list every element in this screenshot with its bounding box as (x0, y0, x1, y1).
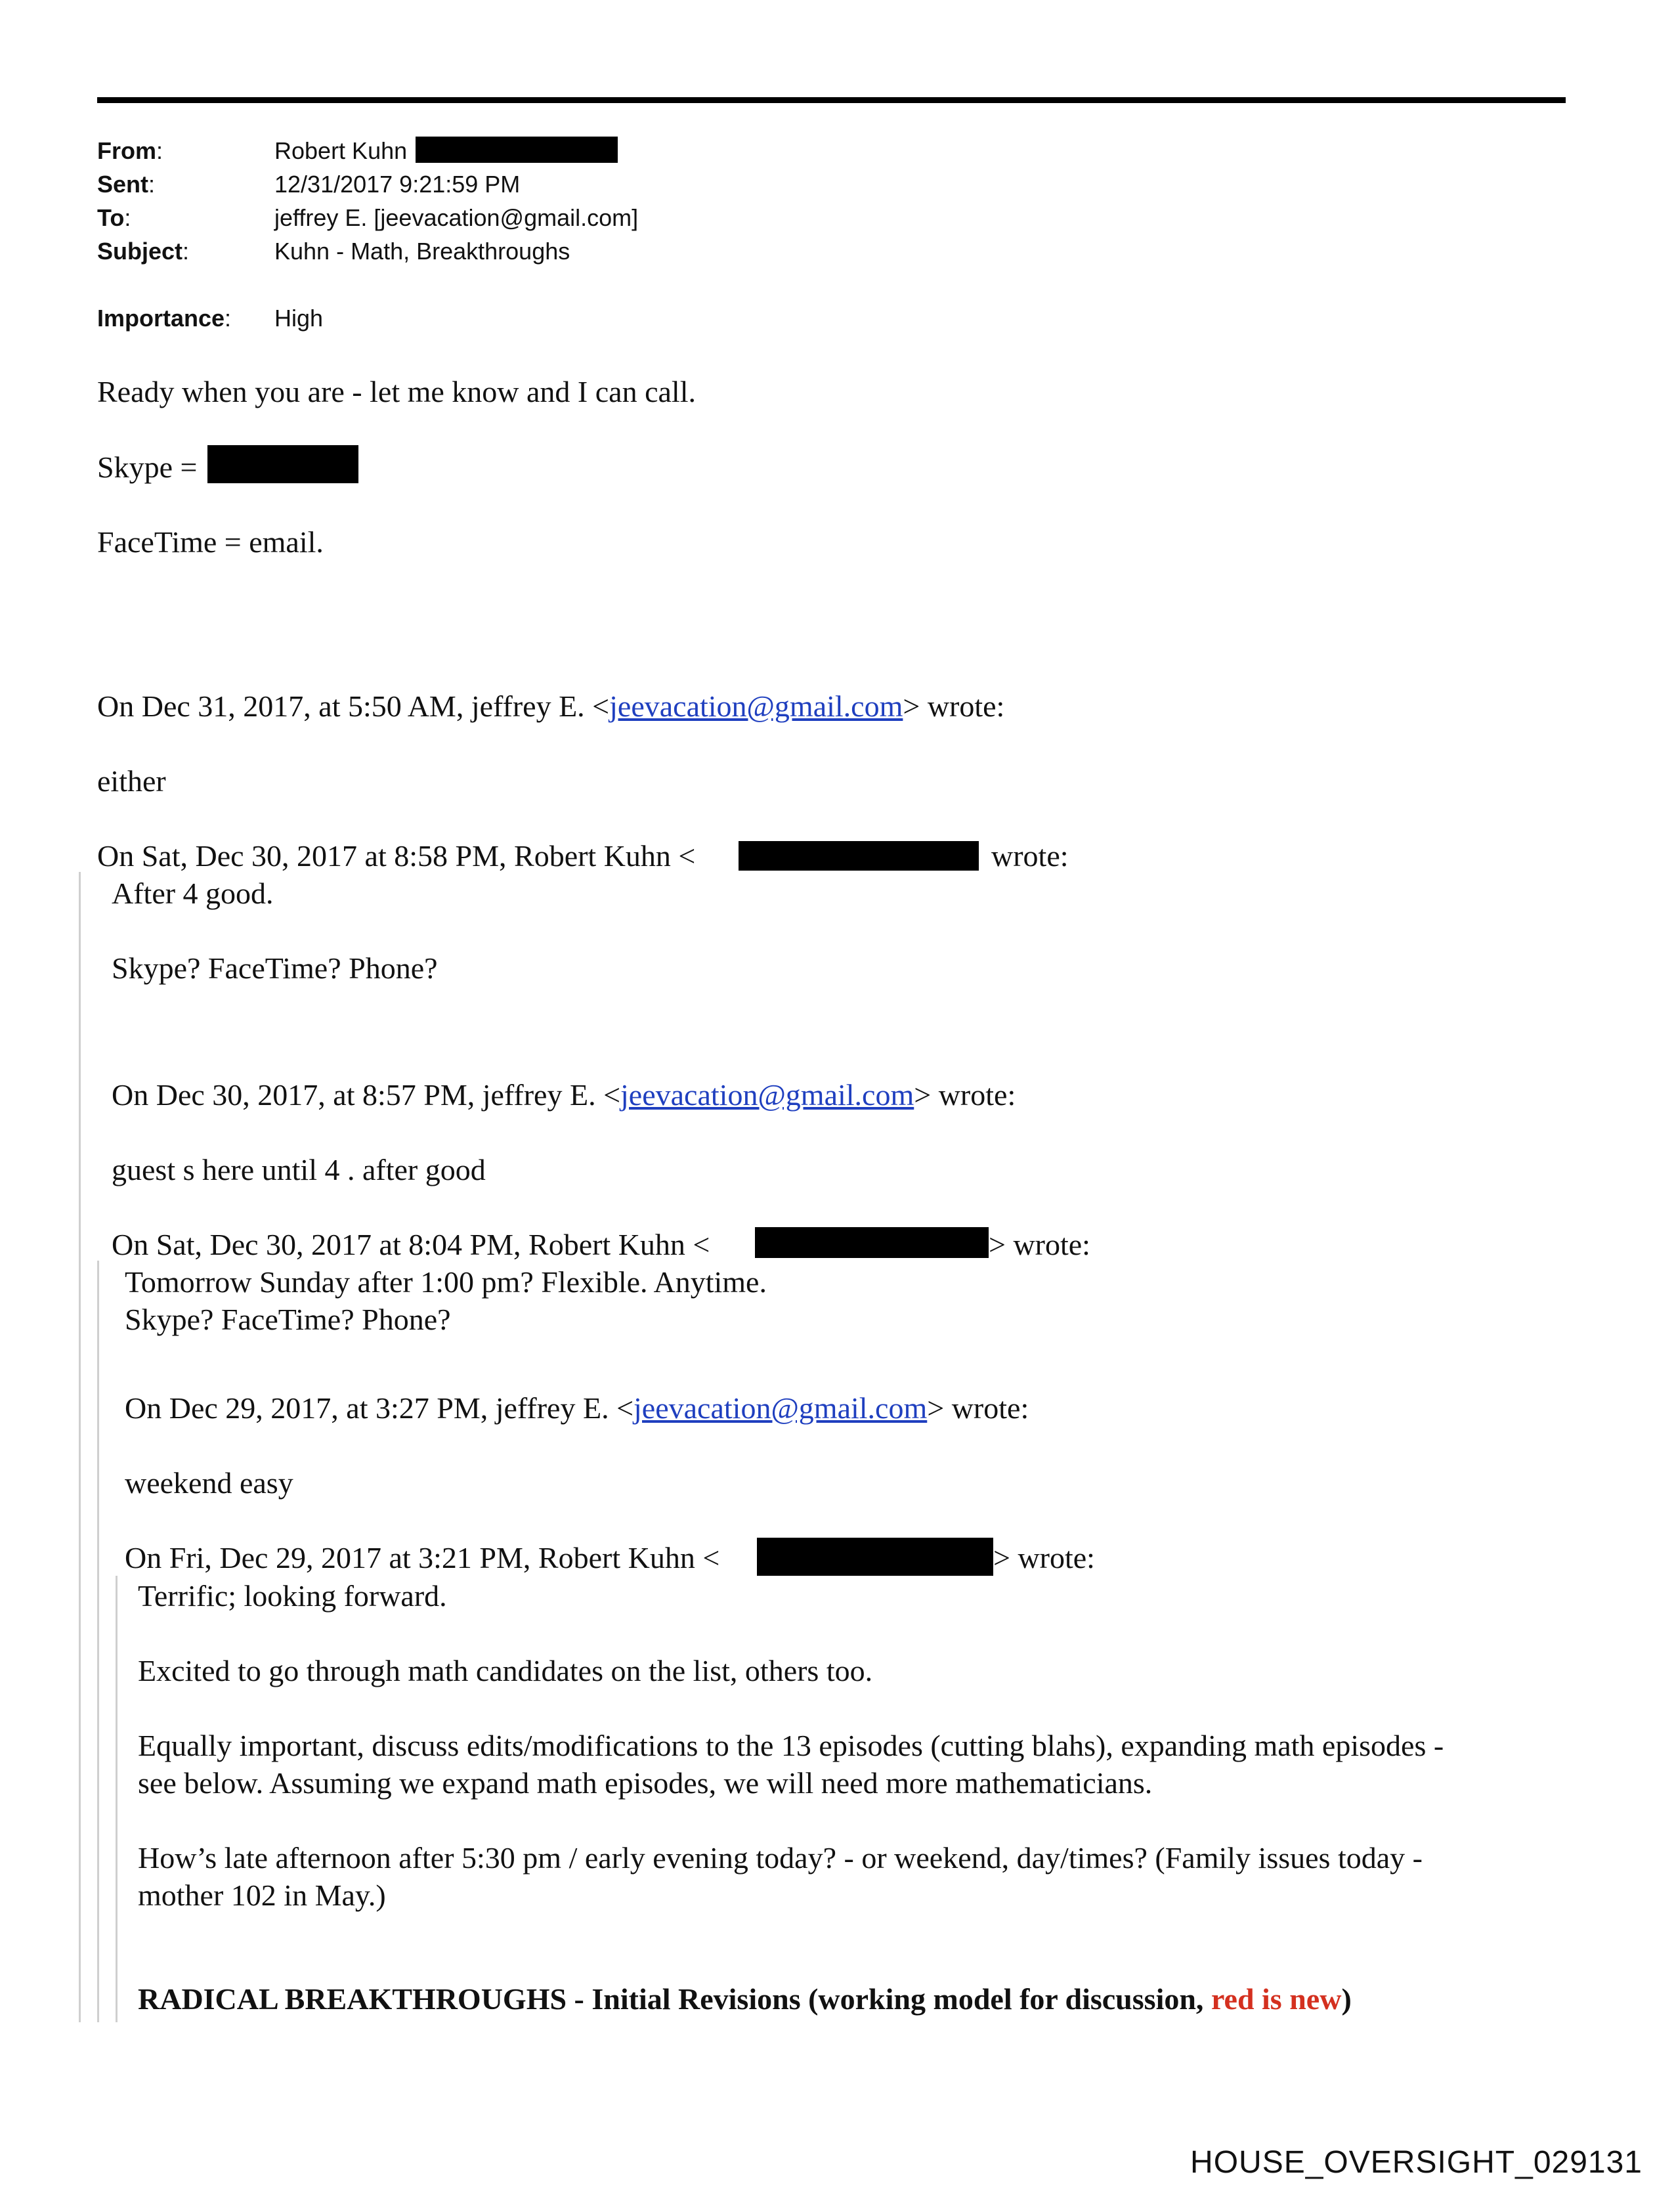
quote-body-2b: Skype? FaceTime? Phone? (112, 951, 438, 985)
redaction-box (416, 137, 618, 163)
quote-header-5: On Dec 29, 2017, at 3:27 PM, jeffrey E. <jeevacation@gmail.com> wrote: (125, 1391, 1029, 1425)
sent-value: 12/31/2017 9:21:59 PM (274, 171, 521, 198)
quote-bar-level-2 (97, 1261, 99, 2022)
body-line-ready: Ready when you are - let me know and I can call. (97, 375, 696, 408)
to-label: To (97, 204, 125, 231)
quote-body-1: either (97, 764, 166, 798)
quote-body-4a: Tomorrow Sunday after 1:00 pm? Flexible. Anytime. (125, 1265, 767, 1299)
body-line-facetime: FaceTime = email. (97, 525, 324, 559)
quote-body-6-p4a: How’s late afternoon after 5:30 pm / early evening today? - or weekend, day/times? (Family issues today - (138, 1841, 1423, 1875)
importance-value: High (274, 305, 324, 332)
quote-header-2-tail: wrote: (991, 839, 1069, 873)
quote-header-6-tail: > wrote: (993, 1541, 1095, 1574)
email-link[interactable]: jeevacation@gmail.com (620, 1078, 914, 1112)
to-value: jeffrey E. [jeevacation@gmail.com] (274, 204, 639, 231)
redaction-box (757, 1538, 993, 1576)
redaction-box (207, 445, 358, 483)
quote-body-6-p3a: Equally important, discuss edits/modifications to the 13 episodes (cutting blahs), expanding math episodes - (138, 1729, 1444, 1762)
subject-value: Kuhn - Math, Breakthroughs (274, 238, 570, 265)
from-value: Robert Kuhn (274, 137, 408, 164)
quote-bar-level-1 (79, 872, 81, 2022)
subject-label: Subject (97, 238, 183, 265)
quote-body-4b: Skype? FaceTime? Phone? (125, 1303, 451, 1336)
quote-body-6-p1: Terrific; looking forward. (138, 1579, 447, 1613)
quote-header-4: On Sat, Dec 30, 2017 at 8:04 PM, Robert Kuhn < (112, 1228, 710, 1261)
email-link[interactable]: jeevacation@gmail.com (633, 1391, 928, 1425)
quote-body-2a: After 4 good. (112, 877, 274, 910)
quote-body-6-p3b: see below. Assuming we expand math episodes, we will need more mathematicians. (138, 1766, 1153, 1800)
email-link[interactable]: jeevacation@gmail.com (609, 689, 903, 723)
redaction-box (755, 1227, 989, 1258)
quote-header-6: On Fri, Dec 29, 2017 at 3:21 PM, Robert Kuhn < (125, 1541, 720, 1574)
importance-label: Importance (97, 305, 225, 332)
body-line-skype: Skype = (97, 450, 198, 484)
quote-body-5: weekend easy (125, 1466, 293, 1500)
quote-header-2: On Sat, Dec 30, 2017 at 8:58 PM, Robert Kuhn < (97, 839, 696, 873)
red-is-new-note: red is new (1211, 1982, 1342, 2016)
header-rule (97, 97, 1566, 103)
sent-label: Sent (97, 171, 149, 198)
quote-header-3: On Dec 30, 2017, at 8:57 PM, jeffrey E. <jeevacation@gmail.com> wrote: (112, 1078, 1016, 1112)
from-label: From (97, 137, 156, 164)
quote-body-6-p4b: mother 102 in May.) (138, 1878, 386, 1912)
quote-bar-level-3 (116, 1576, 118, 2022)
quote-body-6-p2: Excited to go through math candidates on the list, others too. (138, 1654, 873, 1687)
bates-number: HOUSE_OVERSIGHT_029131 (1190, 2145, 1642, 2180)
quote-header-1: On Dec 31, 2017, at 5:50 AM, jeffrey E. <jeevacation@gmail.com> wrote: (97, 689, 1005, 723)
quote-header-4-tail: > wrote: (989, 1228, 1090, 1261)
redaction-box (739, 841, 979, 871)
quote-body-3: guest s here until 4 . after good (112, 1153, 486, 1186)
section-heading: RADICAL BREAKTHROUGHS - Initial Revisions (working model for discussion, red is new) (138, 1982, 1352, 2016)
